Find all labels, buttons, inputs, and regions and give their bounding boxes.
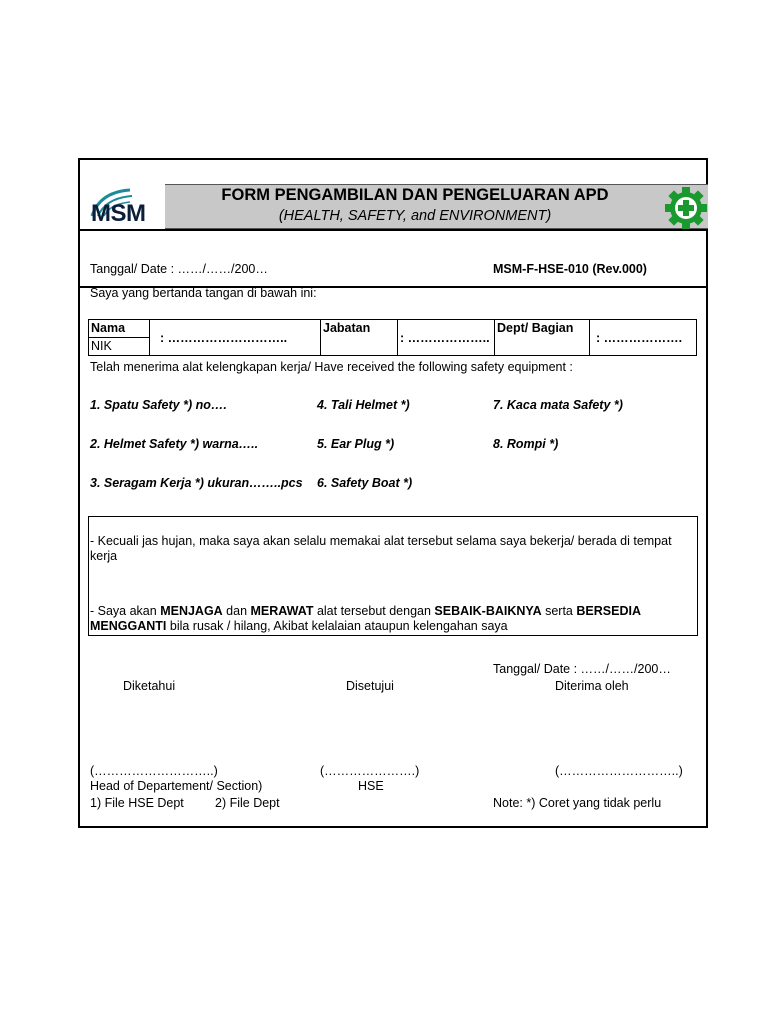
signature-line[interactable]: (………………….)	[320, 764, 420, 778]
jabatan-label: Jabatan	[321, 320, 398, 356]
equipment-item: 6. Safety Boat *)	[317, 476, 413, 490]
equipment-item: 4. Tali Helmet *)	[317, 398, 410, 412]
equipment-item: 7. Kaca mata Safety *)	[493, 398, 623, 412]
signature-role: Head of Departement/ Section)	[90, 779, 263, 793]
nik-label: NIK	[89, 338, 150, 356]
footnote: Note: *) Coret yang tidak perlu	[493, 796, 662, 810]
form-frame	[78, 158, 708, 828]
equipment-item: 1. Spatu Safety *) no….	[90, 398, 227, 412]
date-line: Tanggal/ Date : ……/……/200…	[90, 262, 268, 276]
copy-note: 2) File Dept	[215, 796, 280, 810]
copy-note: 1) File HSE Dept	[90, 796, 184, 810]
logo-text: MSM	[91, 200, 146, 227]
equipment-item: 2. Helmet Safety *) warna…..	[90, 437, 259, 451]
sign-date-line: Tanggal/ Date : ……/……/200…	[493, 662, 671, 676]
nama-value[interactable]: : ………………………..	[150, 320, 321, 356]
nama-label: Nama	[89, 320, 150, 338]
header-divider	[78, 229, 708, 231]
form-title: FORM PENGAMBILAN DAN PENGELUARAN APD	[221, 186, 609, 204]
equipment-item: 3. Seragam Kerja *) ukuran……..pcs	[90, 476, 303, 490]
statement-1: - Kecuali jas hujan, maka saya akan selalu memakai alat tersebut selama saya bekerja/ berada di tempat kerja	[90, 534, 672, 563]
dept-value[interactable]: : ……………….	[590, 320, 697, 356]
diketahui-label: Diketahui	[123, 679, 176, 693]
intro-text: Saya yang bertanda tangan di bawah ini:	[90, 286, 317, 300]
equipment-item: 5. Ear Plug *)	[317, 437, 395, 451]
form-subtitle: (HEALTH, SAFETY, and ENVIRONMENT)	[278, 208, 552, 224]
disetujui-label: Disetujui	[346, 679, 394, 693]
signature-role: HSE	[358, 779, 384, 793]
dept-label: Dept/ Bagian	[495, 320, 590, 356]
statement-2: - Saya akan MENJAGA dan MERAWAT alat tersebut dengan SEBAIK-BAIKNYA serta BERSEDIA MENGGANTI bila rusak / hilang, Akibat kelalaian ataupun kelengahan saya	[90, 604, 641, 633]
form-code: MSM-F-HSE-010 (Rev.000)	[493, 262, 647, 276]
received-text: Telah menerima alat kelengkapan kerja/ Have received the following safety equipment :	[90, 360, 573, 374]
signature-line[interactable]: (………………………..)	[90, 764, 218, 778]
diterima-label: Diterima oleh	[555, 679, 629, 693]
jabatan-value[interactable]: : ………………..	[398, 320, 495, 356]
signature-line[interactable]: (………………………..)	[555, 764, 683, 778]
equipment-item: 8. Rompi *)	[493, 437, 559, 451]
green-gear-cross-icon	[664, 186, 708, 230]
identity-table	[88, 319, 697, 356]
